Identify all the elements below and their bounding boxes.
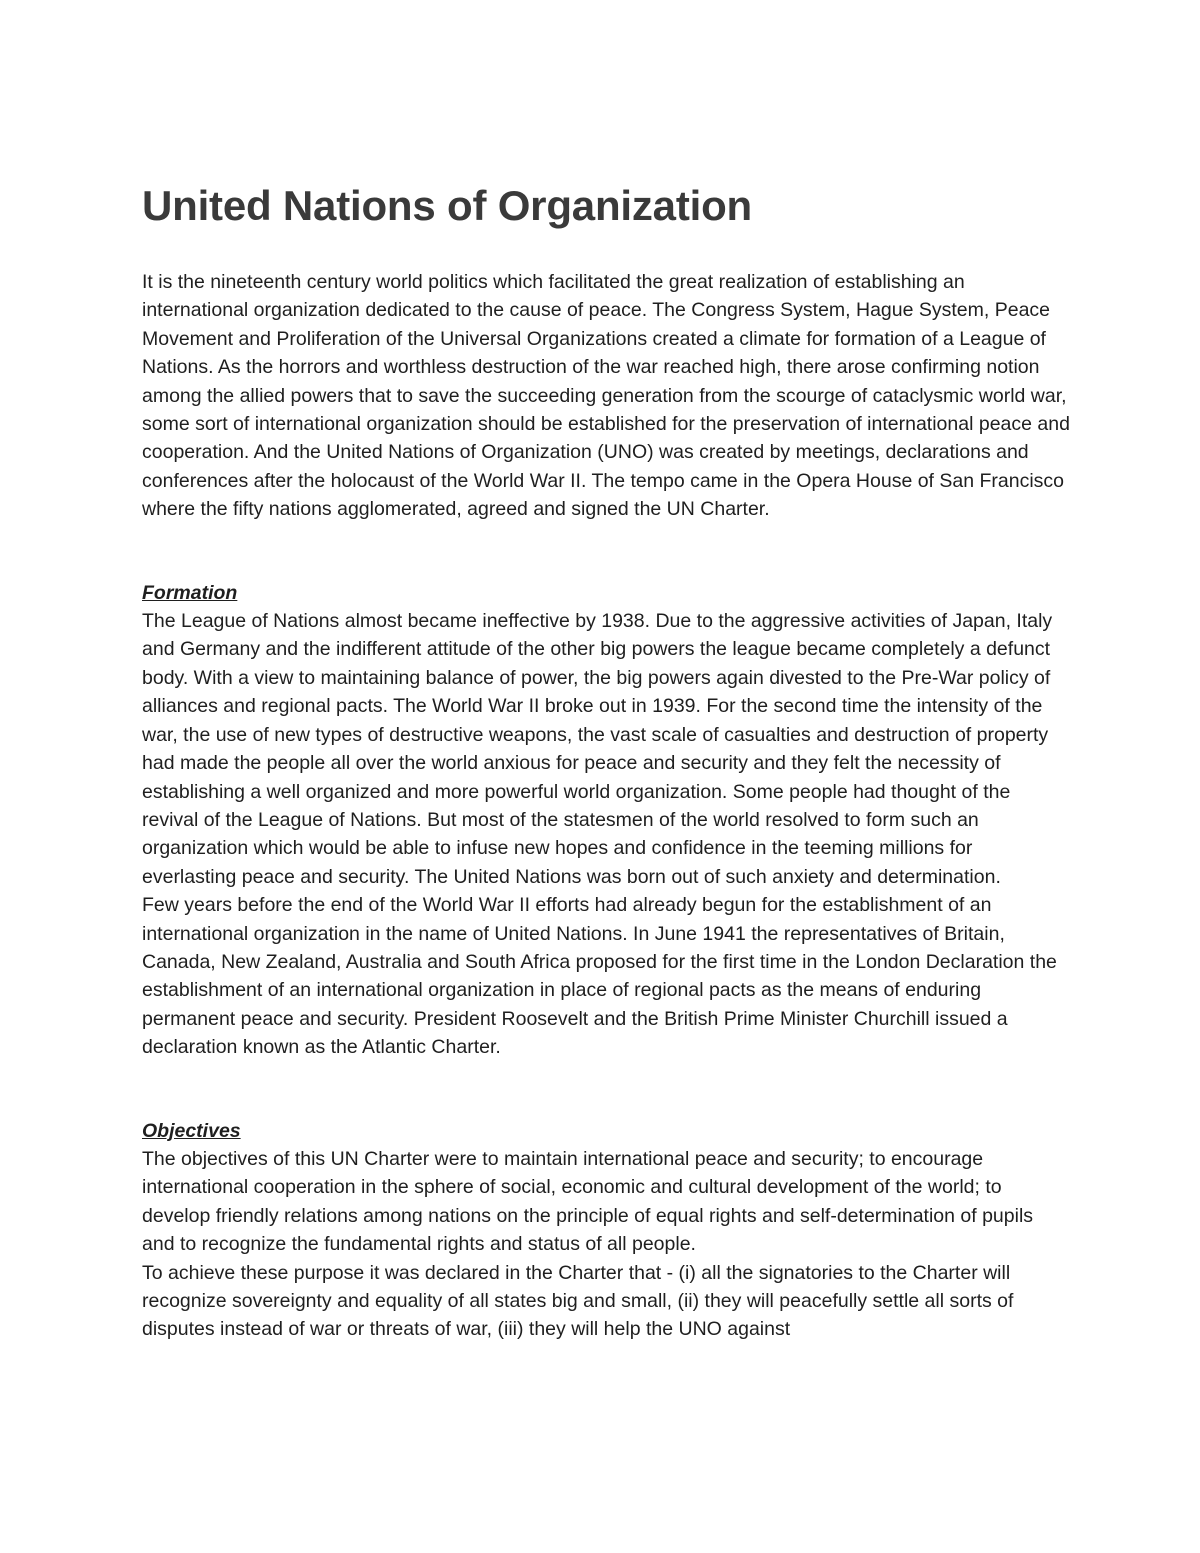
section-heading-objectives: Objectives — [142, 1119, 241, 1142]
formation-paragraph-2: Few years before the end of the World War II efforts had already begun for the establishment of an international organization in the name of United Nations. In June 1941 the representatives of Britain, Canada, New Zealand, Australia and South Africa proposed for the first time in the London Declaration the establishment of an international organization in place of regional pacts as the means of enduring permanent peace and security. President Roosevelt and the British Prime Minister Churchill issued a declaration known as the Atlantic Charter. — [142, 894, 1057, 1059]
document-content — [142, 182, 1070, 1344]
document-title: United Nations of Organization — [142, 182, 752, 229]
objectives-paragraph-2: To achieve these purpose it was declared in the Charter that - (i) all the signatories to the Charter will recognize sovereignty and equality of all states big and small, (ii) they will peacefully settle all sorts of disputes instead of war or threats of war, (iii) they will help the UNO against — [142, 1261, 1014, 1341]
section-heading-formation: Formation — [142, 581, 238, 604]
objectives-paragraph-1: The objectives of this UN Charter were to maintain international peace and security; to encourage international cooperation in the sphere of social, economic and cultural development of the world; to develop friendly relations among nations on the principle of equal rights and self-determination of pupils and to recognize the fundamental rights and status of all people. — [142, 1147, 1034, 1256]
intro-paragraph: It is the nineteenth century world politics which facilitated the great realization of establishing an international organization dedicated to the cause of peace. The Congress System, Hague System, Peace Movement and Proliferation of the Universal Organizations created a climate for formation of a League of Nations. As the horrors and worthless destruction of the war reached high, there arose confirming notion among the allied powers that to save the succeeding generation from the scourge of cataclysmic world war, some sort of international organization should be established for the preservation of international peace and cooperation. And the United Nations of Organization (UNO) was created by meetings, declarations and conferences after the holocaust of the World War II. The tempo came in the Opera House of San Francisco where the fifty nations agglomerated, agreed and signed the UN Charter. — [142, 271, 1070, 521]
formation-paragraph-1: The League of Nations almost became ineffective by 1938. Due to the aggressive activities of Japan, Italy and Germany and the indifferent attitude of the other big powers the league became completely a defunct body. With a view to maintaining balance of power, the big powers again divested to the Pre-War policy of alliances and regional pacts. The World War II broke out in 1939. For the second time the intensity of the war, the use of new types of destructive weapons, the vast scale of casualties and destruction of property had made the people all over the world anxious for peace and security and they felt the necessity of establishing a well organized and more powerful world organization. Some people had thought of the revival of the League of Nations. But most of the statesmen of the world resolved to form such an organization which would be able to infuse new hopes and confidence in the teeming millions for everlasting peace and security. The United Nations was born out of such anxiety and determination. — [142, 610, 1053, 888]
